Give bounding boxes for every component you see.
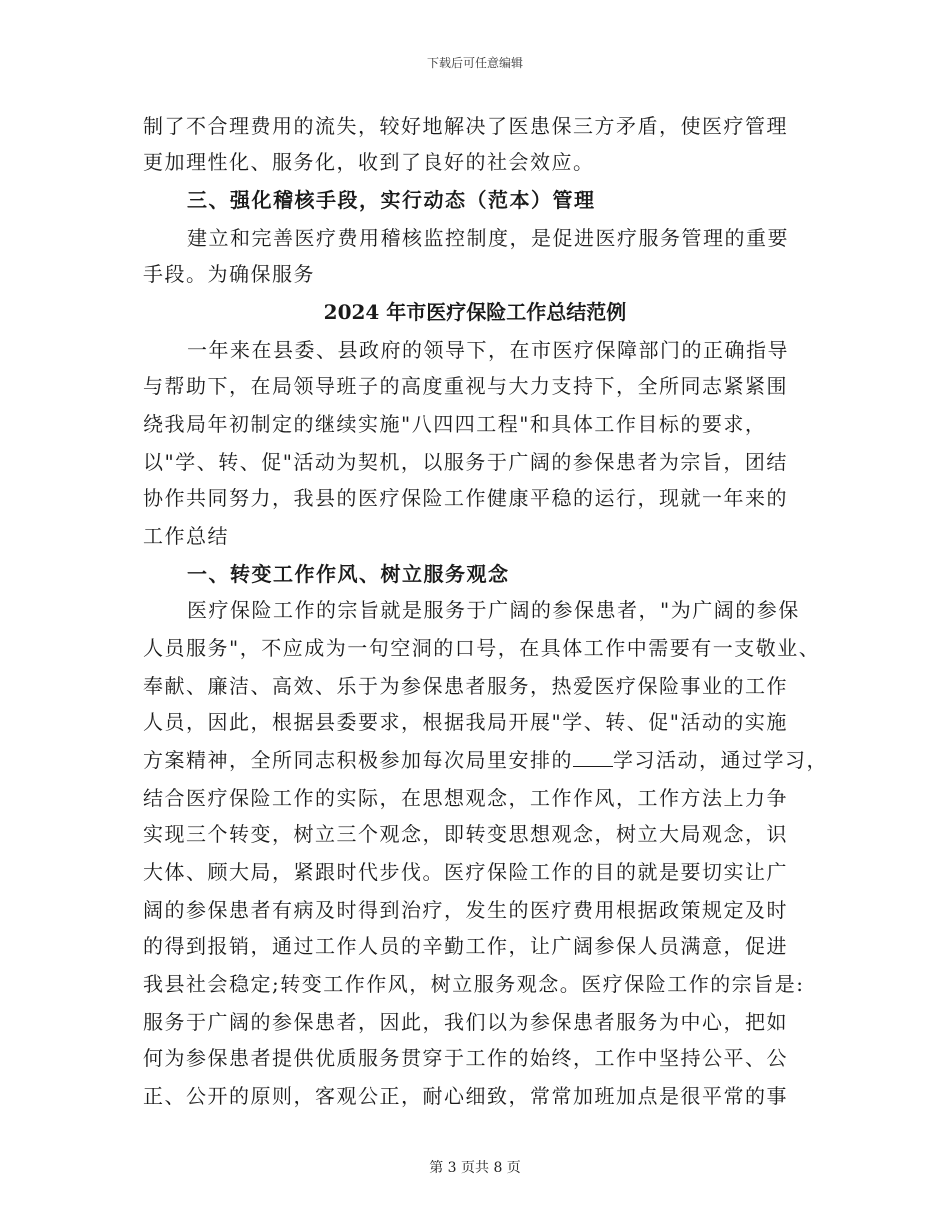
text-line: 一年来在县委、县政府的领导下，在市医疗保障部门的正确指导 [187, 338, 789, 362]
text-segment: 方案精神，全所同志积极参加每次局里安排的 [143, 748, 573, 772]
text-segment: 学习活动，通过学习， [613, 748, 828, 772]
text-line: 人员，因此，根据县委要求，根据我局开展"学、转、促"活动的实施 [143, 710, 788, 734]
text-line: 服务于广阔的参保患者，因此，我们以为参保患者服务为中心，把如 [143, 1010, 788, 1034]
text-line: 我县社会稳定;转变工作作风，树立服务观念。医疗保险工作的宗旨是: [143, 972, 805, 996]
section-heading: 三、强化稽核手段，实行动态（范本）管理 [187, 188, 596, 212]
text-line: 医疗保险工作的宗旨就是服务于广阔的参保患者，"为广阔的参保 [187, 598, 800, 622]
section-heading: 一、转变工作作风、树立服务观念 [187, 562, 510, 586]
document-title: 2024 年市医疗保险工作总结范例 [323, 300, 627, 324]
text-line: 结合医疗保险工作的实际，在思想观念，工作作风，工作方法上力争 [143, 786, 788, 810]
text-line: 实现三个转变，树立三个观念，即转变思想观念，树立大局观念，识 [143, 822, 788, 846]
text-line: 工作总结 [143, 524, 229, 548]
text-line: 正、公开的原则，客观公正，耐心细致，常常加班加点是很平常的事 [143, 1084, 788, 1108]
text-line: 制了不合理费用的流失，较好地解决了医患保三方矛盾，使医疗管理 [143, 114, 788, 138]
text-line: 与帮助下，在局领导班子的高度重视与大力支持下，全所同志紧紧围 [143, 374, 788, 398]
text-line: 大体、顾大局，紧跟时代步伐。医疗保险工作的目的就是要切实让广 [143, 860, 788, 884]
text-line: 建立和完善医疗费用稽核监控制度，是促进医疗服务管理的重要 [187, 226, 789, 250]
text-line: 绕我局年初制定的继续实施"八四四工程"和具体工作目标的要求， [143, 412, 767, 436]
text-line: 阔的参保患者有病及时得到治疗，发生的医疗费用根据政策规定及时 [143, 898, 788, 922]
text-line: 更加理性化、服务化，收到了良好的社会效应。 [143, 150, 595, 174]
text-line: 人员服务"，不应成为一句空洞的口号，在具体工作中需要有一支敬业、 [143, 636, 821, 660]
page-header: 下载后可任意编辑 [426, 56, 523, 70]
text-line: 的得到报销，通过工作人员的辛勤工作，让广阔参保人员满意，促进 [143, 934, 788, 958]
text-line: 协作共同努力，我县的医疗保险工作健康平稳的运行，现就一年来的 [143, 486, 788, 510]
page-footer: 第 3 页共 8 页 [429, 1160, 521, 1176]
blank-underline [573, 748, 613, 767]
text-line-with-blank [143, 748, 828, 772]
text-line: 以"学、转、促"活动为契机，以服务于广阔的参保患者为宗旨，团结 [143, 450, 788, 474]
text-line: 何为参保患者提供优质服务贯穿于工作的始终，工作中坚持公平、公 [143, 1046, 788, 1070]
text-line: 手段。为确保服务 [143, 262, 315, 286]
text-line: 奉献、廉洁、高效、乐于为参保患者服务，热爱医疗保险事业的工作 [143, 674, 788, 698]
